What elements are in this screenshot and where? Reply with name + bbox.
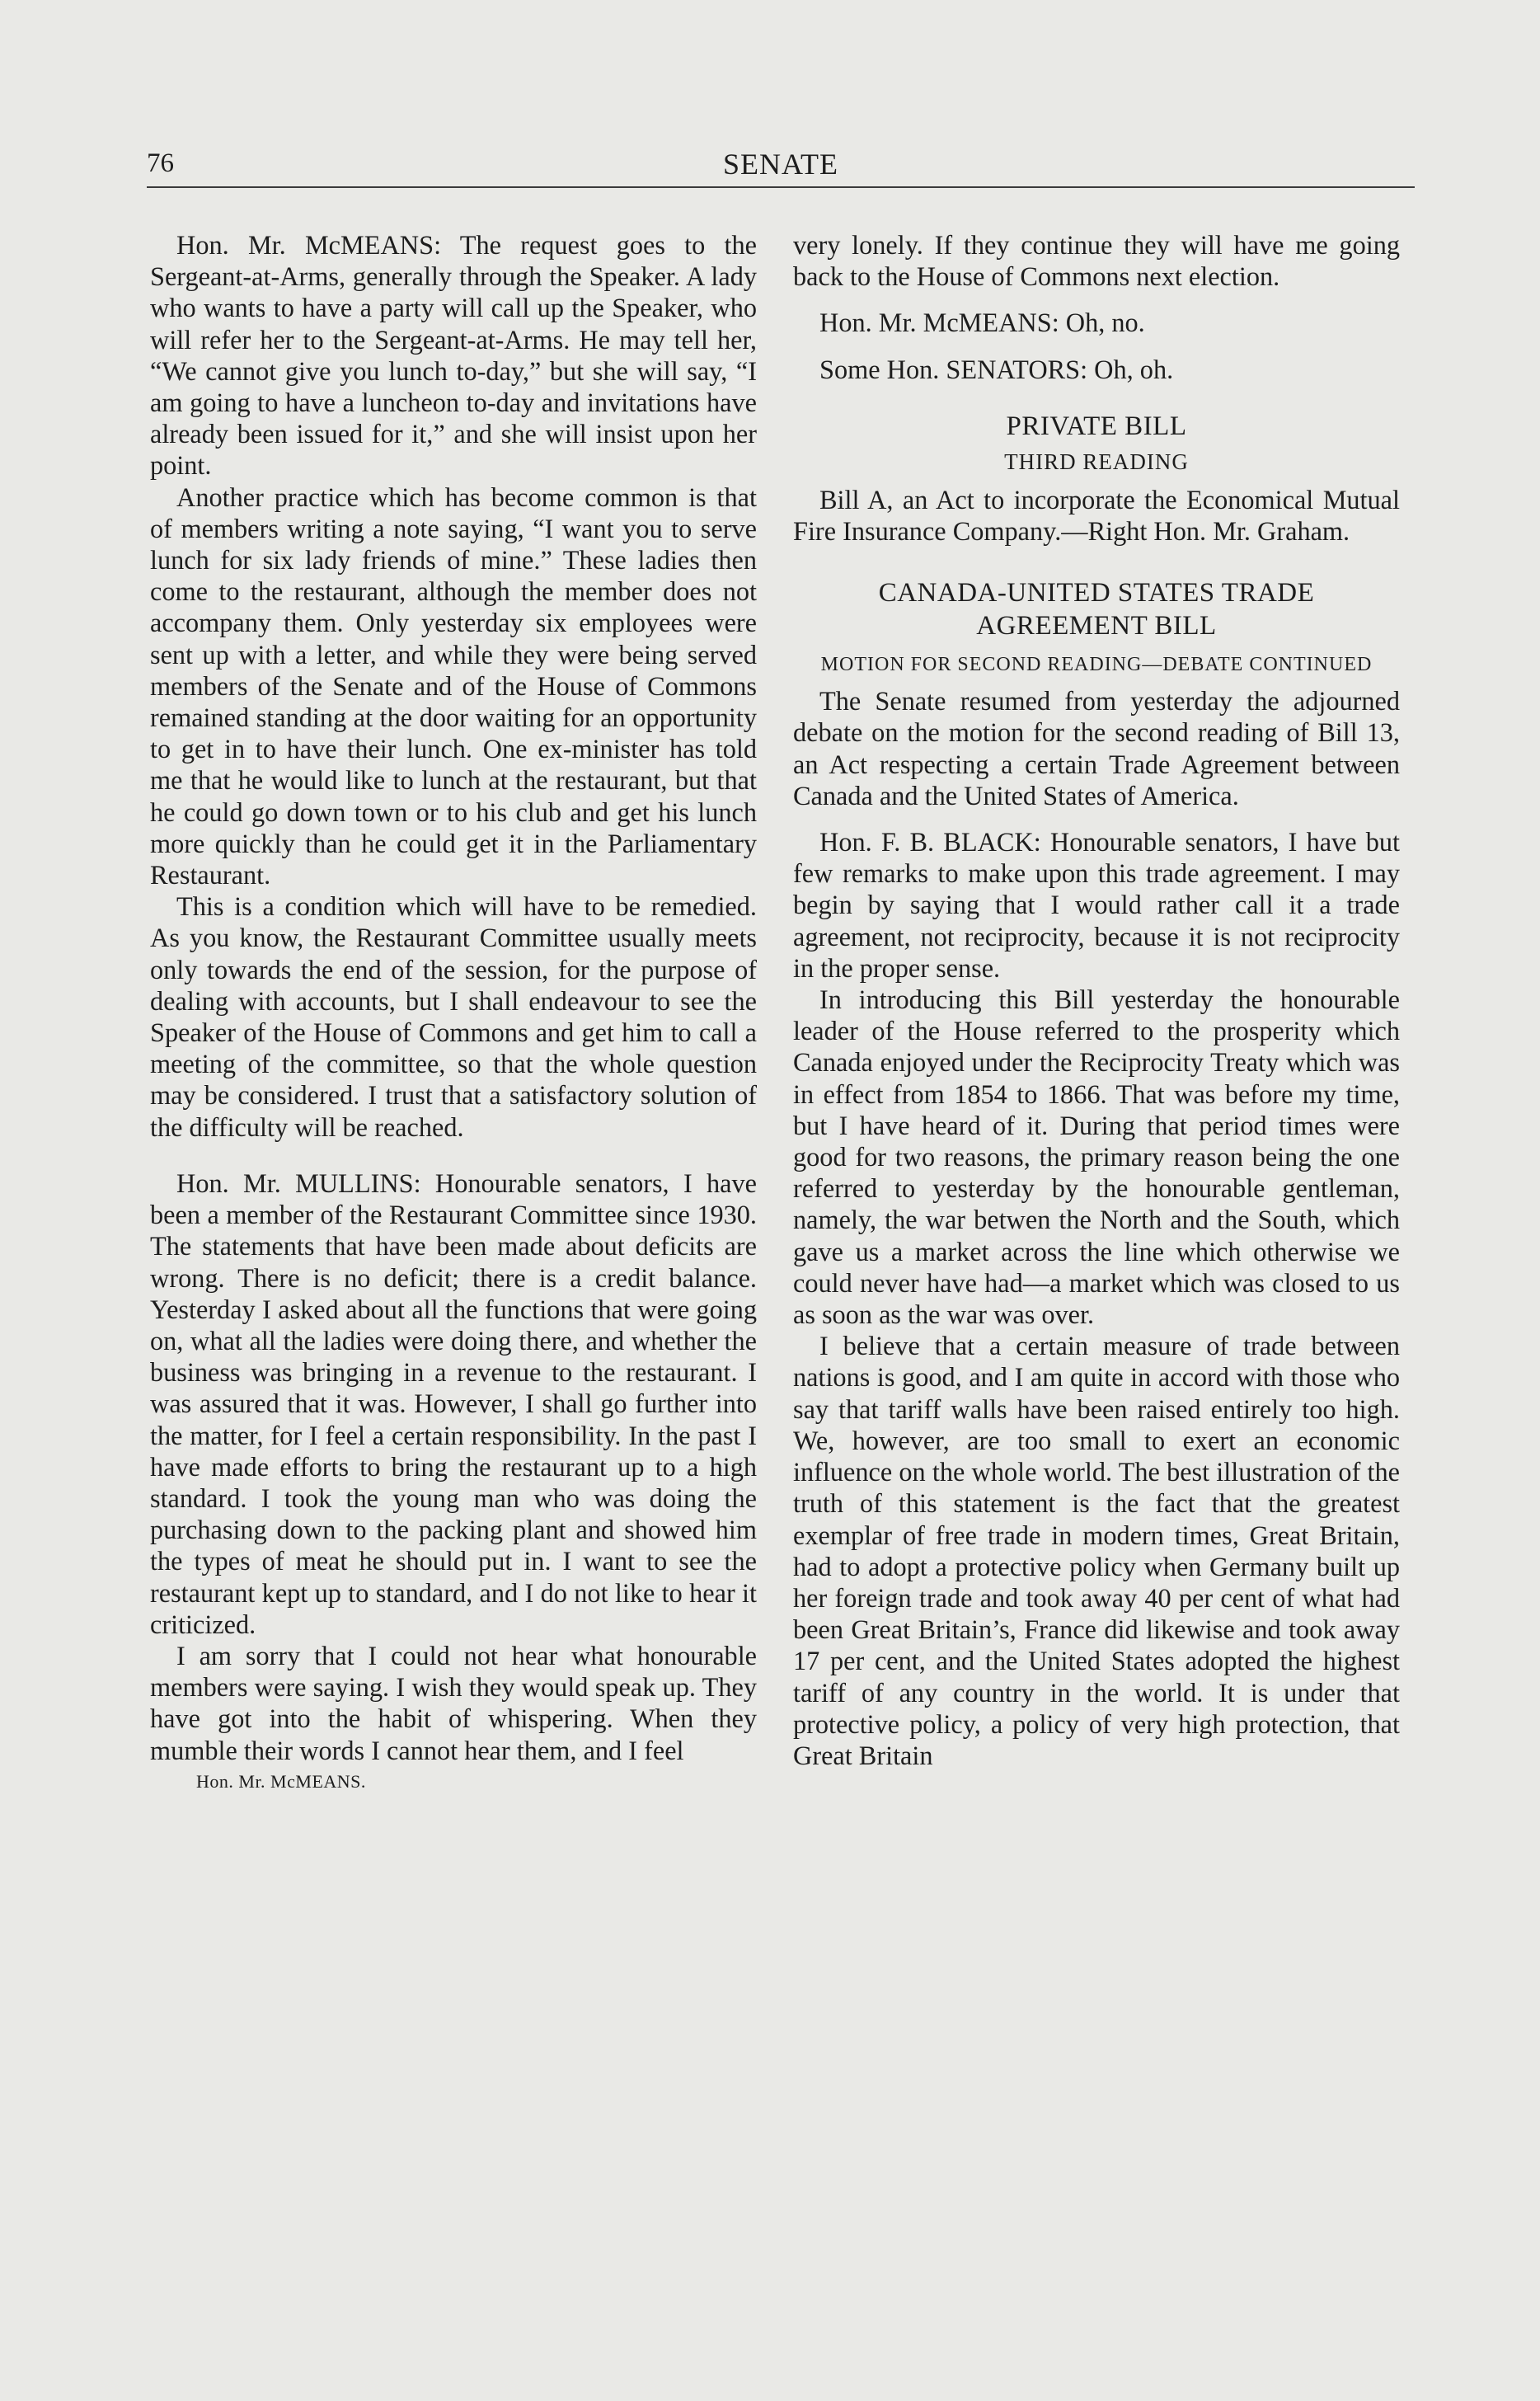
paragraph: Hon. F. B. BLACK: Honourable senators, I have but few remarks to make upon this trade agreement. I may begin by saying that I would rather call it a trade agreement, not reciprocity, because it is not reciprocity in the proper sense.: [793, 827, 1400, 983]
section-heading: CANADA-UNITED STATES TRADE AGREEMENT BILL: [878, 578, 1315, 641]
paragraph: Some Hon. SENATORS: Oh, oh.: [819, 354, 1174, 384]
section-heading: PRIVATE BILL: [1006, 411, 1187, 441]
paragraph: Another practice which has become common is that of members writing a note saying, “I want you to serve lunch for six lady friends of mine.” These ladies then come to the restaurant, although the member does not accompany them. Only yesterday six employees were sent up with a letter, and while they were being served members of the Senate and of the House of Commons remained standing at the door waiting for an opportunity to get in to have their lunch. One ex-minister has told me that he would like to lunch at the restaurant, but that he could go down town or to his club and get his lunch more quickly than he could get it in the Parliamentary Restaurant.: [150, 482, 757, 890]
section-subheading: MOTION FOR SECOND READING—DEBATE CONTINUED: [820, 654, 1373, 676]
left-column: [150, 229, 757, 1797]
paragraph: Hon. Mr. McMEANS: Oh, no.: [819, 308, 1145, 338]
section-subheading: THIRD READING: [1004, 449, 1189, 474]
paragraph: I am sorry that I could not hear what honourable members were saying. I wish they would speak up. They have got into the habit of whispering. When they mumble their words I cannot hear them, and I feel: [150, 1640, 757, 1765]
right-column: [793, 229, 1400, 1771]
running-title: SENATE: [723, 148, 838, 181]
paragraph: very lonely. If they continue they will have me going back to the House of Commons next election.: [793, 230, 1400, 292]
paragraph: Hon. Mr. McMEANS: The request goes to the Sergeant-at-Arms, generally through the Speaker. A lady who wants to have a party will call up the Speaker, who will refer her to the Sergeant-at-Arms. He may tell her, “We cannot give you lunch to-day,” but she will say, “I am going to have a luncheon to-day and invitations have already been issued for it,” and she will insist upon her point.: [150, 230, 757, 481]
paragraph: In introducing this Bill yesterday the honourable leader of the House referred to the prosperity which Canada enjoyed under the Reciprocity Treaty which was in effect from 1854 to 1866. That was before my time, but I have heard of it. During that period times were good for two reasons, the primary reason being the one referred to yesterday by the honourable gentleman, namely, the war betwen the North and the South, which gave us a market across the line which otherwise we could never have had—a market which was closed to us as soon as the war was over.: [793, 984, 1400, 1330]
paragraph: Bill A, an Act to incorporate the Economical Mutual Fire Insurance Company.—Right Hon. Mr. Graham.: [793, 484, 1400, 547]
page-number: 76: [147, 148, 174, 178]
paragraph: The Senate resumed from yesterday the adjourned debate on the motion for the second reading of Bill 13, an Act respecting a certain Trade Agreement between Canada and the United States of America.: [793, 686, 1400, 811]
paragraph: I believe that a certain measure of trade between nations is good, and I am quite in accord with those who say that tariff walls have been raised entirely too high. We, however, are too small to exert an economic influence on the whole world. The best illustration of the truth of this statement is the fact that the greatest exemplar of free trade in modern times, Great Britain, had to adopt a protective policy when Germany built up her foreign trade and took away 40 per cent of what had been Great Britain’s, France did likewise and took away 17 per cent, and the United States adopted the highest tariff of any country in the world. It is under that protective policy, a policy of very high protection, that Great Britain: [793, 1331, 1400, 1770]
paragraph: This is a condition which will have to be remedied. As you know, the Restaurant Committee usually meets only towards the end of the session, for the purpose of dealing with accounts, but I shall endeavour to see the Speaker of the House of Commons and get him to call a meeting of the committee, so that the whole question may be considered. I trust that a satisfactory solution of the difficulty will be reached.: [150, 891, 757, 1142]
paragraph: Hon. Mr. MULLINS: Honourable senators, I have been a member of the Restaurant Committee since 1930. The statements that have been made about deficits are wrong. There is no deficit; there is a credit balance. Yesterday I asked about all the functions that were going on, what all the ladies were doing there, and whether the business was bringing in a revenue to the restaurant. I was assured that it was. However, I shall go further into the matter, for I feel a certain responsibility. In the past I have made efforts to bring the restaurant up to a high standard. I took the young man who was doing the purchasing down to the packing plant and showed him the types of meat he should put in. I want to see the restaurant kept up to standard, and I do not like to hear it criticized.: [150, 1168, 757, 1639]
page-header: [147, 145, 1415, 188]
page-footer-speaker: Hon. Mr. McMEANS.: [196, 1770, 366, 1792]
